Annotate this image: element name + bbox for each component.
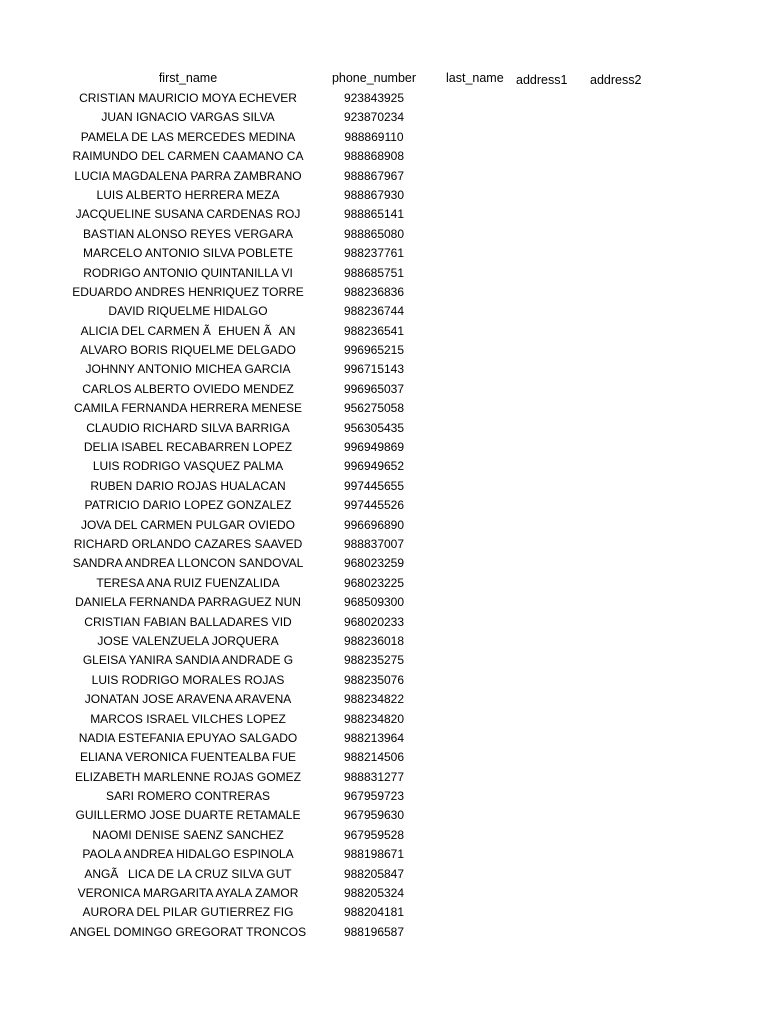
first-name-cell: NADIA ESTEFANIA EPUYAO SALGADO — [78, 730, 298, 745]
first-name-cell: JACQUELINE SUSANA CARDENAS ROJ — [75, 207, 301, 222]
table-row — [0, 690, 768, 709]
phone-number-cell: 996965037 — [343, 381, 405, 396]
phone-number-cell: 988236744 — [343, 304, 405, 319]
first-name-cell: CARLOS ALBERTO OVIEDO MENDEZ — [82, 381, 294, 396]
phone-number-cell: 988234820 — [343, 711, 405, 726]
phone-number-cell: 956275058 — [343, 401, 405, 416]
table-row — [0, 225, 768, 244]
table-row — [0, 554, 768, 573]
first-name-cell: SANDRA ANDREA LLONCON SANDOVAL — [72, 556, 304, 571]
phone-number-cell: 967959630 — [343, 808, 405, 823]
phone-number-cell: 988235076 — [343, 672, 405, 687]
table-row — [0, 457, 768, 476]
phone-number-cell: 988235275 — [343, 653, 405, 668]
table-row — [0, 806, 768, 825]
first-name-cell: JOHNNY ANTONIO MICHEA GARCIA — [85, 362, 291, 377]
table-row — [0, 516, 768, 535]
phone-number-cell: 988237761 — [343, 246, 405, 261]
phone-number-cell: 988236541 — [343, 323, 405, 338]
phone-number-cell: 988205847 — [343, 866, 405, 881]
first-name-cell: JOSE VALENZUELA JORQUERA — [97, 633, 279, 648]
table-row — [0, 613, 768, 632]
table-row — [0, 264, 768, 283]
phone-number-cell: 988236836 — [343, 284, 405, 299]
table-row — [0, 710, 768, 729]
phone-number-cell: 968023225 — [343, 575, 405, 590]
table-row — [0, 341, 768, 360]
table-row — [0, 845, 768, 864]
first-name-cell: RAIMUNDO DEL CARMEN CAAMANO CA — [72, 149, 304, 164]
first-name-cell: DAVID RIQUELME HIDALGO — [108, 304, 268, 319]
table-row — [0, 535, 768, 554]
table-row — [0, 729, 768, 748]
header-first-name: first_name — [158, 71, 218, 85]
table-row — [0, 787, 768, 806]
phone-number-cell: 988685751 — [343, 265, 405, 280]
phone-number-cell: 968023259 — [343, 556, 405, 571]
table-row — [0, 496, 768, 515]
table-row — [0, 438, 768, 457]
first-name-cell: LUCIA MAGDALENA PARRA ZAMBRANO — [74, 168, 302, 183]
phone-number-cell: 988213964 — [343, 730, 405, 745]
header-phone-number: phone_number — [331, 71, 417, 85]
phone-number-cell: 988868908 — [343, 149, 405, 164]
first-name-cell: GUILLERMO JOSE DUARTE RETAMALE — [75, 808, 301, 823]
table-row — [0, 147, 768, 166]
phone-number-cell: 997445526 — [343, 498, 405, 513]
first-name-cell: CRISTIAN FABIAN BALLADARES VID — [84, 614, 292, 629]
first-name-cell: LUIS RODRIGO MORALES ROJAS — [91, 672, 285, 687]
first-name-cell: PATRICIO DARIO LOPEZ GONZALEZ — [84, 498, 292, 513]
first-name-cell: JOVA DEL CARMEN PULGAR OVIEDO — [80, 517, 296, 532]
table-row — [0, 302, 768, 321]
first-name-cell: GLEISA YANIRA SANDIA ANDRADE G — [82, 653, 294, 668]
header-last-name: last_name — [446, 71, 504, 85]
table-row — [0, 903, 768, 922]
phone-number-cell: 967959528 — [343, 827, 405, 842]
first-name-cell: ALICIA DEL CARMEN ÃEHUEN ÃAN — [80, 323, 296, 338]
phone-number-cell: 968509300 — [343, 595, 405, 610]
phone-number-cell: 988236018 — [343, 633, 405, 648]
table-row — [0, 283, 768, 302]
first-name-cell: ANGÃLICA DE LA CRUZ SILVA GUT — [84, 866, 292, 881]
first-name-cell: LUIS ALBERTO HERRERA MEZA — [96, 187, 280, 202]
table-row — [0, 205, 768, 224]
table-row — [0, 632, 768, 651]
phone-number-cell: 923843925 — [343, 91, 405, 105]
first-name-cell: ELIANA VERONICA FUENTEALBA FUE — [79, 750, 297, 765]
phone-number-cell: 988865080 — [343, 226, 405, 241]
first-name-cell: PAOLA ANDREA HIDALGO ESPINOLA — [82, 847, 294, 862]
first-name-cell: PAMELA DE LAS MERCEDES MEDINA — [80, 129, 296, 144]
phone-number-cell: 996696890 — [343, 517, 405, 532]
table-row — [0, 865, 768, 884]
first-name-cell: EDUARDO ANDRES HENRIQUEZ TORRE — [72, 284, 304, 299]
first-name-cell: CRISTIAN MAURICIO MOYA ECHEVER — [79, 91, 297, 105]
phone-number-cell: 988869110 — [344, 129, 404, 144]
first-name-cell: ELIZABETH MARLENNE ROJAS GOMEZ — [74, 769, 302, 784]
phone-number-cell: 968020233 — [343, 614, 405, 629]
table-row — [0, 419, 768, 438]
phone-number-cell: 996949652 — [343, 459, 405, 474]
header-address2: address2 — [590, 73, 642, 87]
table-row — [0, 923, 768, 942]
data-rows — [0, 89, 768, 942]
table-row — [0, 380, 768, 399]
first-name-cell: DELIA ISABEL RECABARREN LOPEZ — [83, 440, 293, 455]
first-name-cell: ALVARO BORIS RIQUELME DELGADO — [80, 343, 296, 358]
phone-number-cell: 997445655 — [343, 478, 405, 493]
table-row — [0, 399, 768, 418]
table-row — [0, 651, 768, 670]
first-name-cell: NAOMI DENISE SAENZ SANCHEZ — [92, 827, 284, 842]
first-name-cell: LUIS RODRIGO VASQUEZ PALMA — [92, 459, 284, 474]
header-address1: address1 — [516, 73, 568, 87]
phone-number-cell: 988865141 — [343, 207, 405, 222]
table-row — [0, 593, 768, 612]
phone-number-cell: 988196587 — [343, 924, 405, 939]
phone-number-cell: 996965215 — [343, 343, 405, 358]
first-name-cell: BASTIAN ALONSO REYES VERGARA — [82, 226, 294, 241]
phone-number-cell: 988837007 — [343, 536, 405, 551]
first-name-cell: MARCOS ISRAEL VILCHES LOPEZ — [90, 711, 286, 726]
phone-number-cell: 988234822 — [343, 692, 405, 707]
first-name-cell: ANGEL DOMINGO GREGORAT TRONCOS — [69, 924, 307, 939]
phone-number-cell: 996715143 — [343, 362, 405, 377]
first-name-cell: JONATAN JOSE ARAVENA ARAVENA — [84, 692, 292, 707]
first-name-cell: SARI ROMERO CONTRERAS — [105, 789, 270, 804]
phone-number-cell: 988205324 — [343, 886, 405, 901]
first-name-cell: TERESA ANA RUIZ FUENZALIDA — [96, 575, 280, 590]
first-name-cell: AURORA DEL PILAR GUTIERREZ FIG — [82, 905, 294, 920]
phone-number-cell: 988867930 — [343, 187, 405, 202]
table-row — [0, 322, 768, 341]
table-row — [0, 826, 768, 845]
table-row — [0, 671, 768, 690]
first-name-cell: JUAN IGNACIO VARGAS SILVA — [101, 110, 275, 125]
table-row — [0, 748, 768, 767]
phone-number-cell: 988198671 — [343, 847, 405, 862]
table-row — [0, 574, 768, 593]
table-row — [0, 128, 768, 147]
table-row — [0, 884, 768, 903]
first-name-cell: CLAUDIO RICHARD SILVA BARRIGA — [86, 420, 290, 435]
phone-number-cell: 967959723 — [343, 789, 405, 804]
first-name-cell: VERONICA MARGARITA AYALA ZAMOR — [77, 886, 299, 901]
phone-number-cell: 988831277 — [343, 769, 405, 784]
table-row — [0, 167, 768, 186]
phone-number-cell: 956305435 — [343, 420, 405, 435]
first-name-cell: RODRIGO ANTONIO QUINTANILLA VI — [83, 265, 293, 280]
phone-number-cell: 988214506 — [343, 750, 405, 765]
first-name-cell: RICHARD ORLANDO CAZARES SAAVED — [73, 536, 303, 551]
table-row — [0, 108, 768, 127]
phone-number-cell: 988867967 — [343, 168, 405, 183]
table-row — [0, 89, 768, 108]
first-name-cell: RUBEN DARIO ROJAS HUALACAN — [90, 478, 286, 493]
phone-number-cell: 996949869 — [343, 440, 405, 455]
phone-number-cell: 988204181 — [343, 905, 405, 920]
phone-number-cell: 923870234 — [343, 110, 405, 125]
table-row — [0, 768, 768, 787]
first-name-cell: MARCELO ANTONIO SILVA POBLETE — [82, 246, 294, 261]
first-name-cell: DANIELA FERNANDA PARRAGUEZ NUN — [75, 595, 301, 610]
table-row — [0, 360, 768, 379]
table-row — [0, 477, 768, 496]
first-name-cell: CAMILA FERNANDA HERRERA MENESE — [73, 401, 303, 416]
table-row — [0, 244, 768, 263]
table-row — [0, 186, 768, 205]
